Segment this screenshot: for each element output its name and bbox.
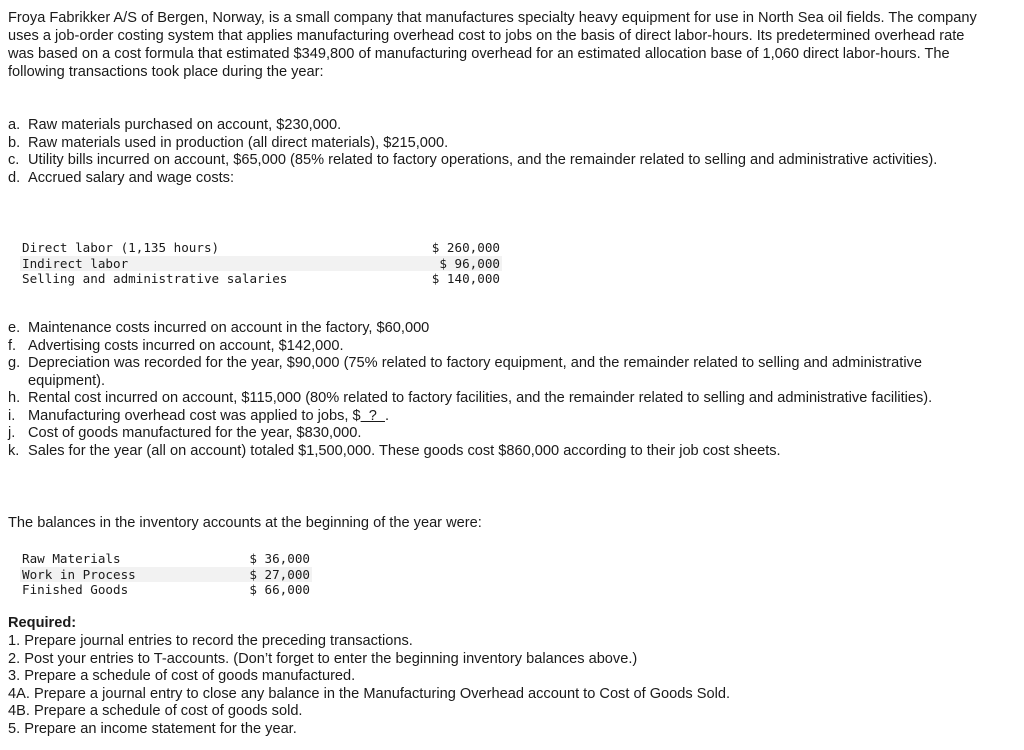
transactions-list-e-k [8,320,984,460]
transaction-text: Depreciation was recorded for the year, $90,000 (75% related to factory equipment, and the remainder related to selling and administrative equipment). [28,355,922,389]
transactions-list-a-d [8,117,984,187]
transaction-text: Raw materials used in production (all direct materials), $215,000. [28,134,449,151]
transaction-item [8,170,984,188]
wage-label: Indirect labor [20,256,394,272]
inventory-amount: $ 66,000 [249,582,310,597]
transaction-item [8,320,984,338]
inventory-label: Raw Materials [22,551,121,566]
transaction-text: Cost of goods manufactured for the year, $830,000. [28,425,362,441]
requirement-item: 1. Prepare journal entries to record the preceding transactions. [8,633,413,649]
wage-label: Selling and administrative salaries [22,271,288,286]
inventory-balances-table [20,551,312,598]
transaction-text: Rental cost incurred on account, $115,000 (80% related to factory facilities, and the remainder related to selling and administrative facilities). [28,390,933,406]
transaction-text: Manufacturing overhead cost was applied to jobs, $ [28,407,361,424]
transaction-item [8,338,984,356]
wage-amount: $ 96,000 [394,256,502,272]
transaction-marker: d. [8,169,21,186]
balances-intro: The balances in the inventory accounts at the beginning of the year were: [8,515,482,531]
transaction-item [8,152,984,170]
transaction-text: Advertising costs incurred on account, $142,000. [28,337,344,354]
transaction-marker: a. [8,117,21,133]
wage-amount: $ 260,000 [431,240,500,255]
transaction-item [8,117,984,135]
transaction-text-end: . [384,407,390,424]
transaction-text: Accrued salary and wage costs: [28,169,235,186]
table-row [20,551,312,567]
requirement-item: 3. Prepare a schedule of cost of goods manufactured. [8,668,356,685]
inventory-amount: $ 27,000 [216,567,312,583]
transaction-text: Utility bills incurred on account, $65,000 (85% related to factory operations, and the remainder related to selling and administrative activities). [28,152,938,168]
requirement-item: 5. Prepare an income statement for the year. [8,720,297,737]
transaction-item [8,135,984,153]
inventory-label: Finished Goods [22,582,129,597]
inventory-label: Work in Process [20,567,216,583]
transaction-marker: f. [8,337,17,354]
intro-paragraph: Froya Fabrikker A/S of Bergen, Norway, is a small company that manufactures specialty heavy equipment for use in North Sea oil fields. The company uses a job-order costing system that applies manufacturing overhead cost to jobs on the basis of direct labor-hours. Its predetermined overhead rate was based on a cost formula that estimated $349,800 of manufacturing overhead for an estimated allocation base of 1,060 direct labor-hours. The following transactions took place during the year: [8,10,977,80]
transaction-marker: h. [8,390,21,406]
wage-costs-table [20,240,502,287]
required-heading: Required: [8,615,77,631]
transaction-item [8,355,984,390]
transaction-marker: b. [8,134,21,151]
table-row [20,567,312,583]
wage-label: Direct labor (1,135 hours) [22,240,220,255]
table-row [20,256,502,272]
requirement-item: 2. Post your entries to T-accounts. (Don’t forget to enter the beginning inventory balances above.) [8,650,638,667]
transaction-text: Sales for the year (all on account) totaled $1,500,000. These goods cost $860,000 according to their job cost sheets. [28,442,781,459]
requirements-list [8,633,730,739]
transaction-text: Raw materials purchased on account, $230,000. [28,117,342,133]
transaction-marker: g. [8,355,21,371]
transaction-marker: i. [8,407,16,424]
transaction-marker: j. [8,425,16,441]
table-row [20,240,502,256]
table-row [20,582,312,598]
answer-blank: ? [360,407,385,424]
requirement-item: 4B. Prepare a schedule of cost of goods sold. [8,703,303,720]
transaction-marker: e. [8,320,21,336]
transaction-item [8,390,984,408]
table-row [20,271,502,287]
requirement-item: 4A. Prepare a journal entry to close any balance in the Manufacturing Overhead account to Cost of Goods Sold. [8,685,731,702]
wage-amount: $ 140,000 [431,271,500,286]
transaction-item [8,425,984,443]
transaction-marker: k. [8,442,20,459]
transaction-item [8,408,984,426]
transaction-item [8,443,984,461]
transaction-text: Maintenance costs incurred on account in the factory, $60,000 [28,320,430,336]
transaction-marker: c. [8,152,20,168]
inventory-amount: $ 36,000 [249,551,310,566]
